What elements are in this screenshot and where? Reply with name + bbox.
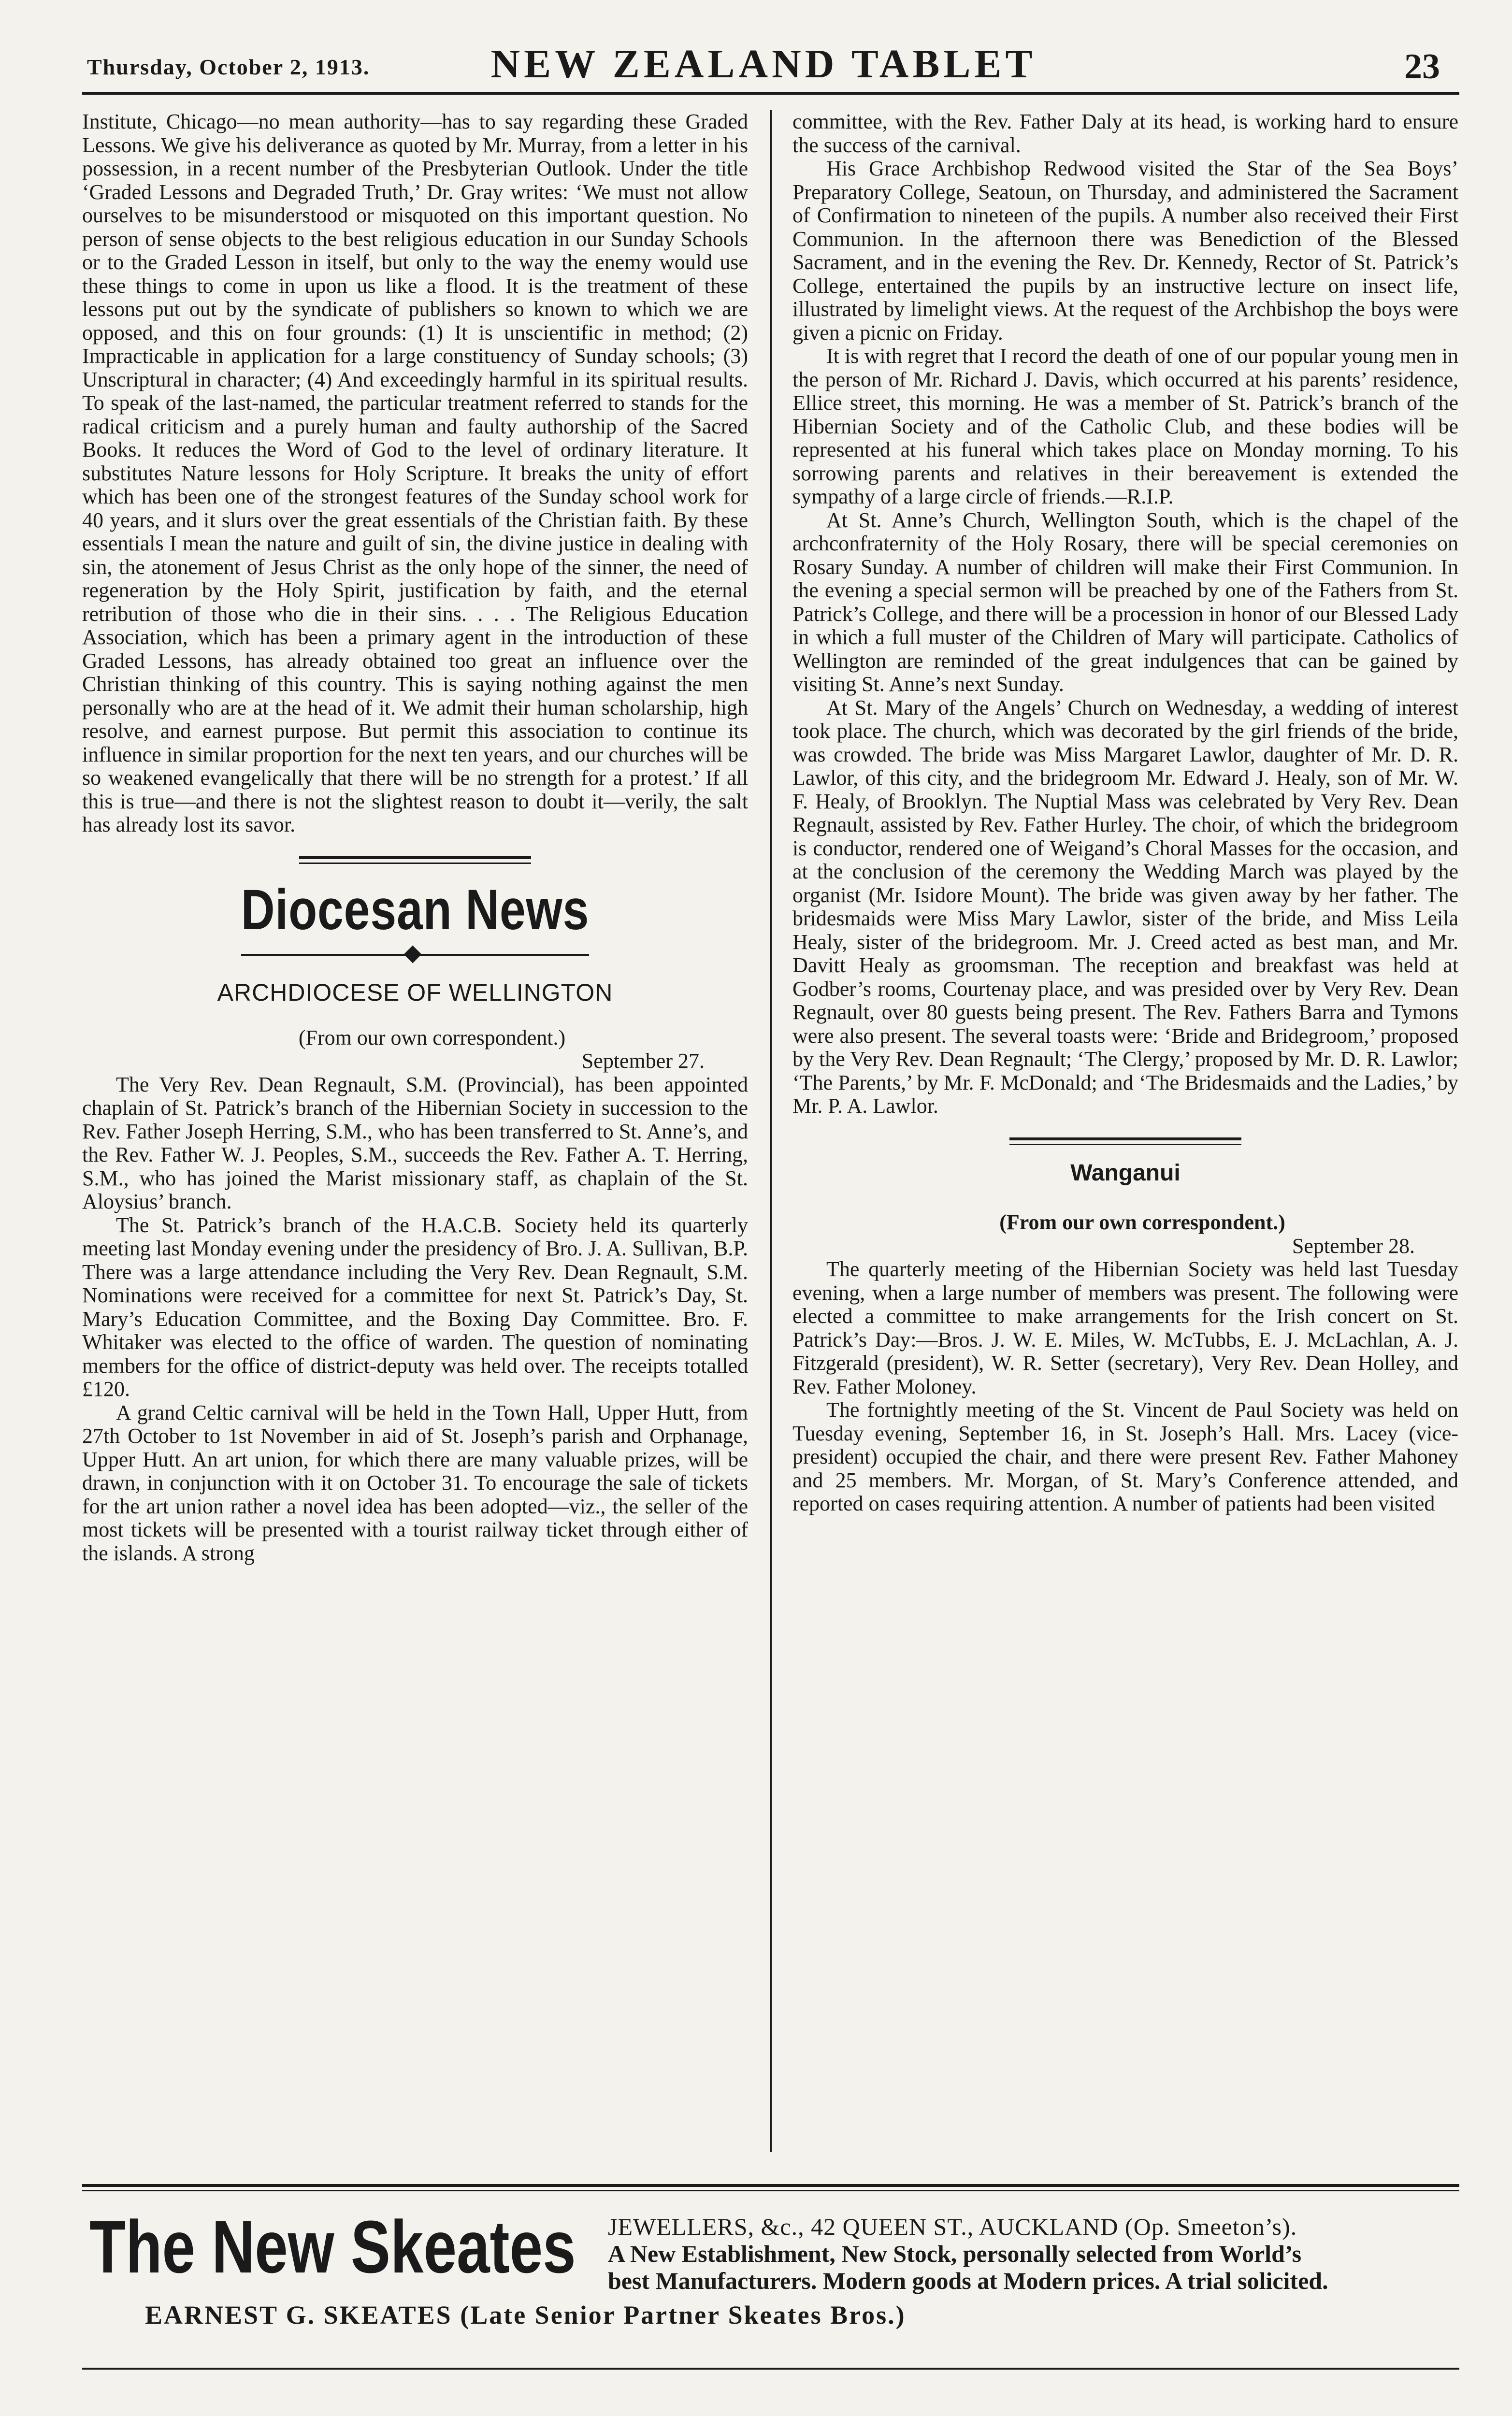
article-paragraph: At St. Mary of the Angels’ Church on Wednesday, a wedding of interest took place. The church, which was decorated by the girl friends of the bride, was crowded. The bride was Miss Margaret Lawlor, daughter of Mr. D. R. Lawlor, of this city, and the bridegroom Mr. Edward J. Healy, son of Mr. W. F. Healy, of Brooklyn. The Nuptial Mass was celebrated by Very Rev. Dean Regnault, assisted by Rev. Father Hurley. The choir, of which the bridegroom is conductor, rendered one of Weigand’s Choral Masses for the occasion, and at the conclusion of the ceremony the Wedding March was played by the organist (Mr. Isidore Mount). The bride was given away by her father. The bridesmaids were Miss Mary Lawlor, sister of the bride, and Miss Leila Healy, sister of the bridegroom. Mr. J. Creed acted as best man, and Mr. Davitt Healy as groomsman. The reception and breakfast was held at Godber’s rooms, Courtenay place, and was presided over by Very Rev. Dean Regnault, over 80 guests being present. The Rev. Fathers Barra and Tymons were also present. The several toasts were: ‘Bride and Bridegroom,’ proposed by the Very Rev. Dean Regnault; ‘The Clergy,’ proposed by Mr. D. R. Lawlor; ‘The Parents,’ by Mr. F. McDonald; and ‘The Bridesmaids and the Ladies,’ by Mr. P. A. Lawlor. (792, 695, 1458, 1118)
article-paragraph: His Grace Archbishop Redwood visited the Star of the Sea Boys’ Preparatory College, Seatoun, on Thursday, and administered the Sacrament of Confirmation to nineteen of the pupils. A number also received their First Communion. In the afternoon there was Benediction of the Blessed Sacrament, and in the evening the Rev. Dr. Kennedy, Rector of St. Patrick’s College, entertained the pupils by an instructive lecture on insect life, illustrated by limelight views. At the request of the Archbishop the boys were given a picnic on Friday. (792, 157, 1458, 345)
column-rule (770, 110, 772, 2152)
advert-title: The New Skeates (89, 2205, 576, 2288)
article-paragraph: A grand Celtic carnival will be held in the Town Hall, Upper Hutt, from 27th October to 1st November in aid of St. Joseph’s parish and Orphanage, Upper Hutt. An art union, for which there are many valuable prizes, will be drawn, in conjunction with it on October 31. To encourage the sale of tickets for the art union rather a novel idea has been adopted—viz., the seller of the most tickets will be presented with a tourist railway ticket through either of the islands. A strong (82, 1400, 748, 1565)
article-paragraph: The Very Rev. Dean Regnault, S.M. (Provincial), has been appointed chaplain of St. Patrick’s branch of the Hibernian Society in succession to the Rev. Father Joseph Herring, S.M., who has been transferred to St. Anne’s, and the Rev. Father W. J. Peoples, S.M., succeeds the Rev. Father A. T. Herring, S.M., who has joined the Marist missionary staff, as chaplain of the St. Aloysius’ branch. (82, 1072, 748, 1213)
issue-date: Thursday, October 2, 1913. (87, 55, 370, 79)
advert-line: A New Establishment, New Stock, personally selected from World’s (608, 2240, 1302, 2267)
article-paragraph: At St. Anne’s Church, Wellington South, which is the chapel of the archconfraternity of the Holy Rosary, there will be special ceremonies on Rosary Sunday. A number of children will make their First Communion. In the evening a special sermon will be preached by one of the Fathers from St. Patrick’s College, and there will be a procession in honor of our Blessed Lady in which a full muster of the Children of Mary will participate. Catholics of Wellington are reminded of the great indulgences that can be gained by visiting St. Anne’s next Sunday. (792, 508, 1458, 696)
advert-rule (82, 2190, 1459, 2191)
section-divider (1009, 1137, 1241, 1145)
section-title: Diocesan News (241, 877, 590, 942)
advert-line: best Manufacturers. Modern goods at Modern prices. A trial solicited. (608, 2267, 1328, 2294)
correspondent-byline: (From our own correspondent.) (298, 1025, 566, 1050)
page-number: 23 (1404, 47, 1440, 86)
ornament-divider (241, 948, 589, 962)
masthead-title: NEW ZEALAND TABLET (490, 42, 1037, 86)
diamond-icon (404, 945, 422, 963)
advert-line: JEWELLERS, &c., 42 QUEEN ST., AUCKLAND (Op. Smeeton’s). (608, 2213, 1297, 2240)
advert-rule (82, 2184, 1459, 2187)
correspondent-byline: (From our own correspondent.) (999, 1210, 1285, 1234)
advert-proprietor: EARNEST G. SKEATES (Late Senior Partner Skeates Bros.) (145, 2301, 906, 2330)
right-column (792, 110, 1458, 2159)
dateline: September 28. (1292, 1234, 1415, 1258)
dateline: September 27. (581, 1049, 705, 1073)
article-paragraph: The quarterly meeting of the Hibernian Society was held last Tuesday evening, when a large number of members was present. The following were elected a committee to make arrangements for the Irish concert on St. Patrick’s Day:—Bros. J. W. E. Miles, W. McTubbs, E. J. McLachlan, A. J. Fitzgerald (president), W. R. Setter (secretary), Very Rev. Dean Holley, and Rev. Father Moloney. (792, 1257, 1458, 1398)
wanganui-heading: Wanganui (1070, 1160, 1181, 1186)
article-paragraph: committee, with the Rev. Father Daly at its head, is working hard to ensure the success of the carnival. (792, 110, 1458, 157)
archdiocese-heading: ARCHDIOCESE OF WELLINGTON (217, 978, 613, 1006)
advert-text (608, 2213, 1468, 2294)
page-header (87, 34, 1440, 87)
article-paragraph: The fortnightly meeting of the St. Vincent de Paul Society was held on Tuesday evening, September 16, in St. Joseph’s Hall. Mrs. Lacey (vice-president) occupied the chair, and there were present Rev. Father Mahoney and 25 members. Mr. Morgan, of St. Mary’s Conference attended, and reported on cases requiring attention. A number of patients had been visited (792, 1398, 1458, 1515)
header-rule (82, 92, 1459, 95)
article-paragraph: It is with regret that I record the death of one of our popular young men in the person of Mr. Richard J. Davis, which occurred at his parents’ residence, Ellice street, this morning. He was a member of St. Patrick’s branch of the Hibernian Society and of the Catholic Club, and these bodies will be represented at his funeral which takes place on Monday morning. To his sorrowing parents and relatives in their bereavement is extended the sympathy of a large circle of friends.—R.I.P. (792, 344, 1458, 508)
article-paragraph: Institute, Chicago—no mean authority—has to say regarding these Graded Lessons. We give his deliverance as quoted by Mr. Murray, from a letter in his possession, in a recent number of the Presbyterian Outlook. Under the title ‘Graded Lessons and Degraded Truth,’ Dr. Gray writes: ‘We must not allow ourselves to be misunderstood or misquoted on this important question. No person of sense objects to the best religious education in our Sunday Schools or to the Graded Lesson in itself, but only to the way the enemy would use these things to come in upon us like a flood. It is the treatment of these lessons put out by the syndicate of publishers so known to which we are opposed, and this on four grounds: (1) It is unscientific in method; (2) Impracticable in application for a large constituency of Sunday schools; (3) Unscriptural in character; (4) And exceedingly harmful in its spiritual results. To speak of the last-named, the particular treatment referred to stands for the radical criticism and a purely human and faulty authorship of the Sacred Books. It reduces the Word of God to the level of ordinary literature. It substitutes Nature lessons for Holy Scripture. It breaks the unity of effort which has been one of the strongest features of the Sunday school work for 40 years, and it slurs over the great essentials of the Christian faith. By these essentials I mean the nature and guilt of sin, the divine justice in dealing with sin, the atonement of Jesus Christ as the only hope of the sinner, the need of regeneration by the Holy Spirit, justification by faith, and the eternal retribution of those who die in their sins. . . . The Religious Education Association, which has been a primary agent in the introduction of these Graded Lessons, has already obtained too great an influence over the Christian thinking of this country. This is saying nothing against the men personally who are at the head of it. We admit their human scholarship, high resolve, and earnest purpose. But permit this association to continue its influence in similar proportion for the next ten years, and our churches will be so weakened evangelically that there will be no strength for a protest.’ If all this is true—and there is not the slightest reason to doubt it—verily, the salt has already lost its savor. (82, 110, 748, 836)
left-column (82, 110, 748, 2159)
article-paragraph: The St. Patrick’s branch of the H.A.C.B. Society held its quarterly meeting last Monday evening under the presidency of Bro. J. A. Sullivan, B.P. There was a large attendance including the Very Rev. Dean Regnault, S.M. Nominations were received for a committee for next St. Patrick’s Day, St. Mary’s Education Committee, and the Boxing Day Committee. Bro. F. Whitaker was elected to the office of warden. The question of nominating members for the office of district-deputy was held over. The receipts totalled £120. (82, 1213, 748, 1401)
section-divider (299, 856, 531, 864)
footer-rule (82, 2368, 1459, 2370)
